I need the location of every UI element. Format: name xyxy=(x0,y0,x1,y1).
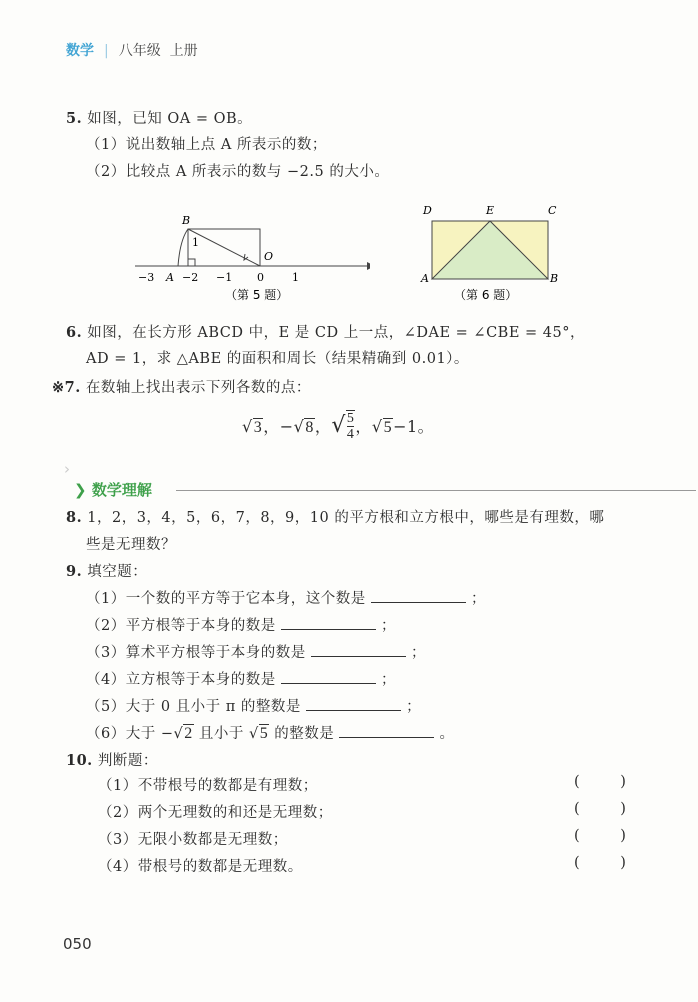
punct: ； xyxy=(380,618,396,634)
answer-blank[interactable] xyxy=(311,644,406,657)
tick: −2 xyxy=(182,271,199,284)
item-text: （5）大于 0 且小于 π 的整数是 xyxy=(86,699,301,715)
label-C: C xyxy=(548,204,557,217)
q5-stem xyxy=(66,107,252,128)
sep: ，− xyxy=(263,417,294,436)
item-text: （1）一个数的平方等于它本身，这个数是 xyxy=(86,591,366,607)
answer-paren[interactable]: ( ) xyxy=(574,828,626,844)
figure-5-number-line xyxy=(130,200,370,305)
radicand: 5 xyxy=(259,725,269,742)
item-text: （2）平方根等于本身的数是 xyxy=(86,618,276,634)
label-A: A xyxy=(166,271,174,284)
q8-line2: 些是无理数？ xyxy=(86,537,176,553)
answer-paren[interactable]: ( ) xyxy=(574,801,626,817)
arrow-icon xyxy=(367,262,370,270)
answer-paren[interactable]: ( ) xyxy=(574,774,626,790)
answer-blank[interactable] xyxy=(281,671,376,684)
q-text: 如图，已知 OA = OB。 xyxy=(87,111,253,127)
section-title: 数学理解 xyxy=(91,481,152,499)
item-text: （3）算术平方根等于本身的数是 xyxy=(86,645,306,661)
item-text: （4）立方根等于本身的数是 xyxy=(86,672,276,688)
caption: （第 6 题） xyxy=(454,288,518,302)
label-A: A xyxy=(421,272,429,285)
q10-item: （1）不带根号的数都是有理数； xyxy=(98,778,318,794)
chevron-right-icon: ❯ xyxy=(74,481,87,499)
q9-item xyxy=(86,614,396,635)
q-number: 8. xyxy=(66,509,83,526)
radicand: 3 xyxy=(253,419,263,436)
tail: −1。 xyxy=(393,417,435,436)
answer-blank[interactable] xyxy=(371,590,466,603)
punct: 。 xyxy=(439,726,455,742)
label-E: E xyxy=(486,204,495,217)
q10-item: （2）两个无理数的和还是无理数； xyxy=(98,805,333,821)
answer-blank[interactable] xyxy=(306,698,401,711)
q6-line2: AD = 1，求 △ABE 的面积和周长（结果精确到 0.01）。 xyxy=(86,351,469,367)
figure-6-rectangle xyxy=(418,200,568,305)
q-text: 1，2，3，4，5，6，7，8，9，10 的平方根和立方根中，哪些是有理数，哪 xyxy=(87,510,605,526)
q-number: ※7. xyxy=(52,379,81,396)
q7-expression: √3，−√8，√ $\frac{5}{4}$ ，√5−1。 xyxy=(242,411,435,442)
tick: 1 xyxy=(292,271,299,284)
sep: ， xyxy=(314,417,332,436)
item-text: 的整数是 xyxy=(269,726,335,742)
radicand: 2 xyxy=(184,725,193,742)
radicand: 8 xyxy=(305,419,314,436)
grade: 八年级 xyxy=(118,43,161,59)
running-header xyxy=(66,40,198,60)
label-B: B xyxy=(182,214,191,227)
q9-item: （6）大于 −√2 且小于 √5 的整数是 。 xyxy=(86,725,455,742)
answer-blank[interactable] xyxy=(281,617,376,630)
caption: （第 5 题） xyxy=(225,288,289,302)
punct: ； xyxy=(380,672,396,688)
q9-item xyxy=(86,695,421,716)
label-D: D xyxy=(423,204,432,217)
q-number: 9. xyxy=(66,563,83,580)
q-text: 如图，在长方形 ABCD 中，E 是 CD 上一点，∠DAE = ∠CBE = 45°， xyxy=(87,325,585,341)
label-B: B xyxy=(550,272,559,285)
q10-item: （4）带根号的数都是无理数。 xyxy=(98,859,303,875)
q6-line1 xyxy=(66,321,585,342)
tick: 0 xyxy=(257,271,264,284)
chevron-right-icon: › xyxy=(64,460,70,478)
label-O: O xyxy=(264,250,274,263)
q9-item xyxy=(86,641,426,662)
q10-stem xyxy=(66,749,158,770)
q-text: 填空题： xyxy=(87,564,148,580)
section-header xyxy=(74,479,152,500)
answer-paren[interactable]: ( ) xyxy=(574,855,626,871)
frac-den: 4 xyxy=(346,427,355,442)
q-text: 在数轴上找出表示下列各数的点： xyxy=(85,380,311,396)
punct: ； xyxy=(410,645,426,661)
answer-blank[interactable] xyxy=(339,725,434,738)
tick: −3 xyxy=(138,271,155,284)
q7-stem xyxy=(52,376,311,397)
q-text: 判断题： xyxy=(97,753,158,769)
page-number: 050 xyxy=(63,935,92,953)
q-number: 10. xyxy=(66,752,93,769)
divider xyxy=(176,490,696,491)
punct: ； xyxy=(406,699,422,715)
q5-sub2: （2）比较点 A 所表示的数与 −2.5 的大小。 xyxy=(86,164,390,180)
q-number: 6. xyxy=(66,324,83,341)
q-number: 5. xyxy=(66,110,83,127)
q9-item xyxy=(86,668,396,689)
frac-num: 5 xyxy=(346,411,355,426)
subject: 数学 xyxy=(66,43,94,59)
q10-item: （3）无限小数都是无理数； xyxy=(98,832,288,848)
q5-sub1: （1）说出数轴上点 A 所表示的数； xyxy=(86,137,327,153)
punct: ； xyxy=(470,591,486,607)
tick: −1 xyxy=(216,271,233,284)
radicand: 5 xyxy=(383,419,393,436)
q8-line1 xyxy=(66,506,604,527)
item-text: （6）大于 − xyxy=(86,726,174,742)
label-1: 1 xyxy=(192,236,199,249)
q9-item xyxy=(86,587,486,608)
sep: ， xyxy=(355,417,372,436)
volume: 上册 xyxy=(169,43,198,59)
separator: | xyxy=(104,43,109,59)
item-text: 且小于 xyxy=(193,726,249,742)
q9-stem xyxy=(66,560,147,581)
